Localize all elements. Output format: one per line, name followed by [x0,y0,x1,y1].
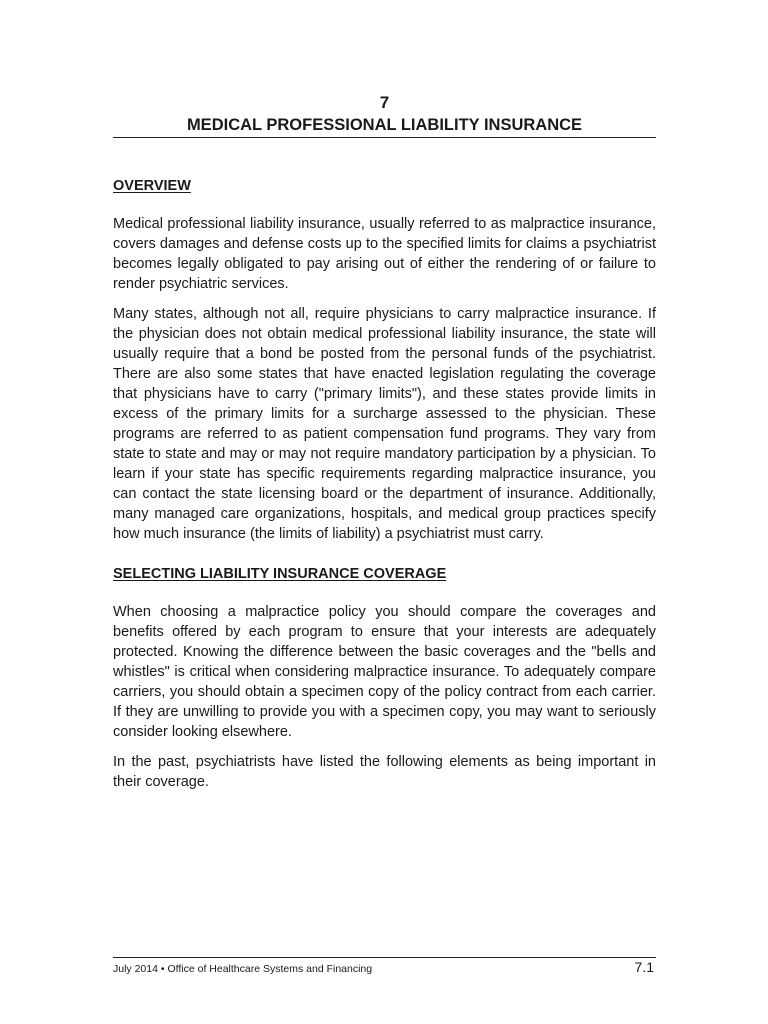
selecting-paragraph-1: When choosing a malpractice policy you should compare the coverages and benefits offered by each program to ensure that your interests are adequately protected. Knowing the difference between the basic coverages and the "bells and whistles" is critical when considering malpractice insurance. To adequately compare carriers, you should obtain a specimen copy of the policy contract from each carrier. If they are unwilling to provide you with a specimen copy, you may want to seriously consider looking elsewhere. [113,604,656,740]
section-heading-selecting-coverage: SELECTING LIABILITY INSURANCE COVERAGE [113,566,447,582]
document-body [113,176,656,802]
footer-text: July 2014 • Office of Healthcare Systems and Financing [113,963,373,975]
title-divider [113,137,656,138]
chapter-title: MEDICAL PROFESSIONAL LIABILITY INSURANCE [186,116,583,134]
selecting-paragraph-2: In the past, psychiatrists have listed the following elements as being important in their coverage. [113,754,656,790]
overview-paragraph-1: Medical professional liability insurance, usually referred to as malpractice insurance, covers damages and defense costs up to the specified limits for claims a psychiatrist becomes legally obligated to pay arising out of either the rendering of or failure to render psychiatric services. [113,216,656,292]
chapter-number: 7 [379,93,390,112]
section-heading-overview: OVERVIEW [113,178,191,194]
page-number: 7.1 [634,959,654,975]
overview-paragraph-2: Many states, although not all, require physicians to carry malpractice insurance. If the physician does not obtain medical professional liability insurance, the state will usually require that a bond be posted from the personal funds of the psychiatrist. There are also some states that have enacted legislation regulating the coverage that physicians have to carry ("primary limits"), and these states provide limits in excess of the primary limits for a surcharge assessed to the physician. These programs are referred to as patient compensation fund programs. They vary from state to state and may or may not require mandatory participation by a physician. To learn if your state has specific requirements regarding malpractice insurance, you can contact the state licensing board or the department of insurance. Additionally, many managed care organizations, hospitals, and medical group practices specify how much insurance (the limits of liability) a psychiatrist must carry. [113,306,656,542]
footer-divider [113,957,656,958]
document-page [113,0,656,1024]
